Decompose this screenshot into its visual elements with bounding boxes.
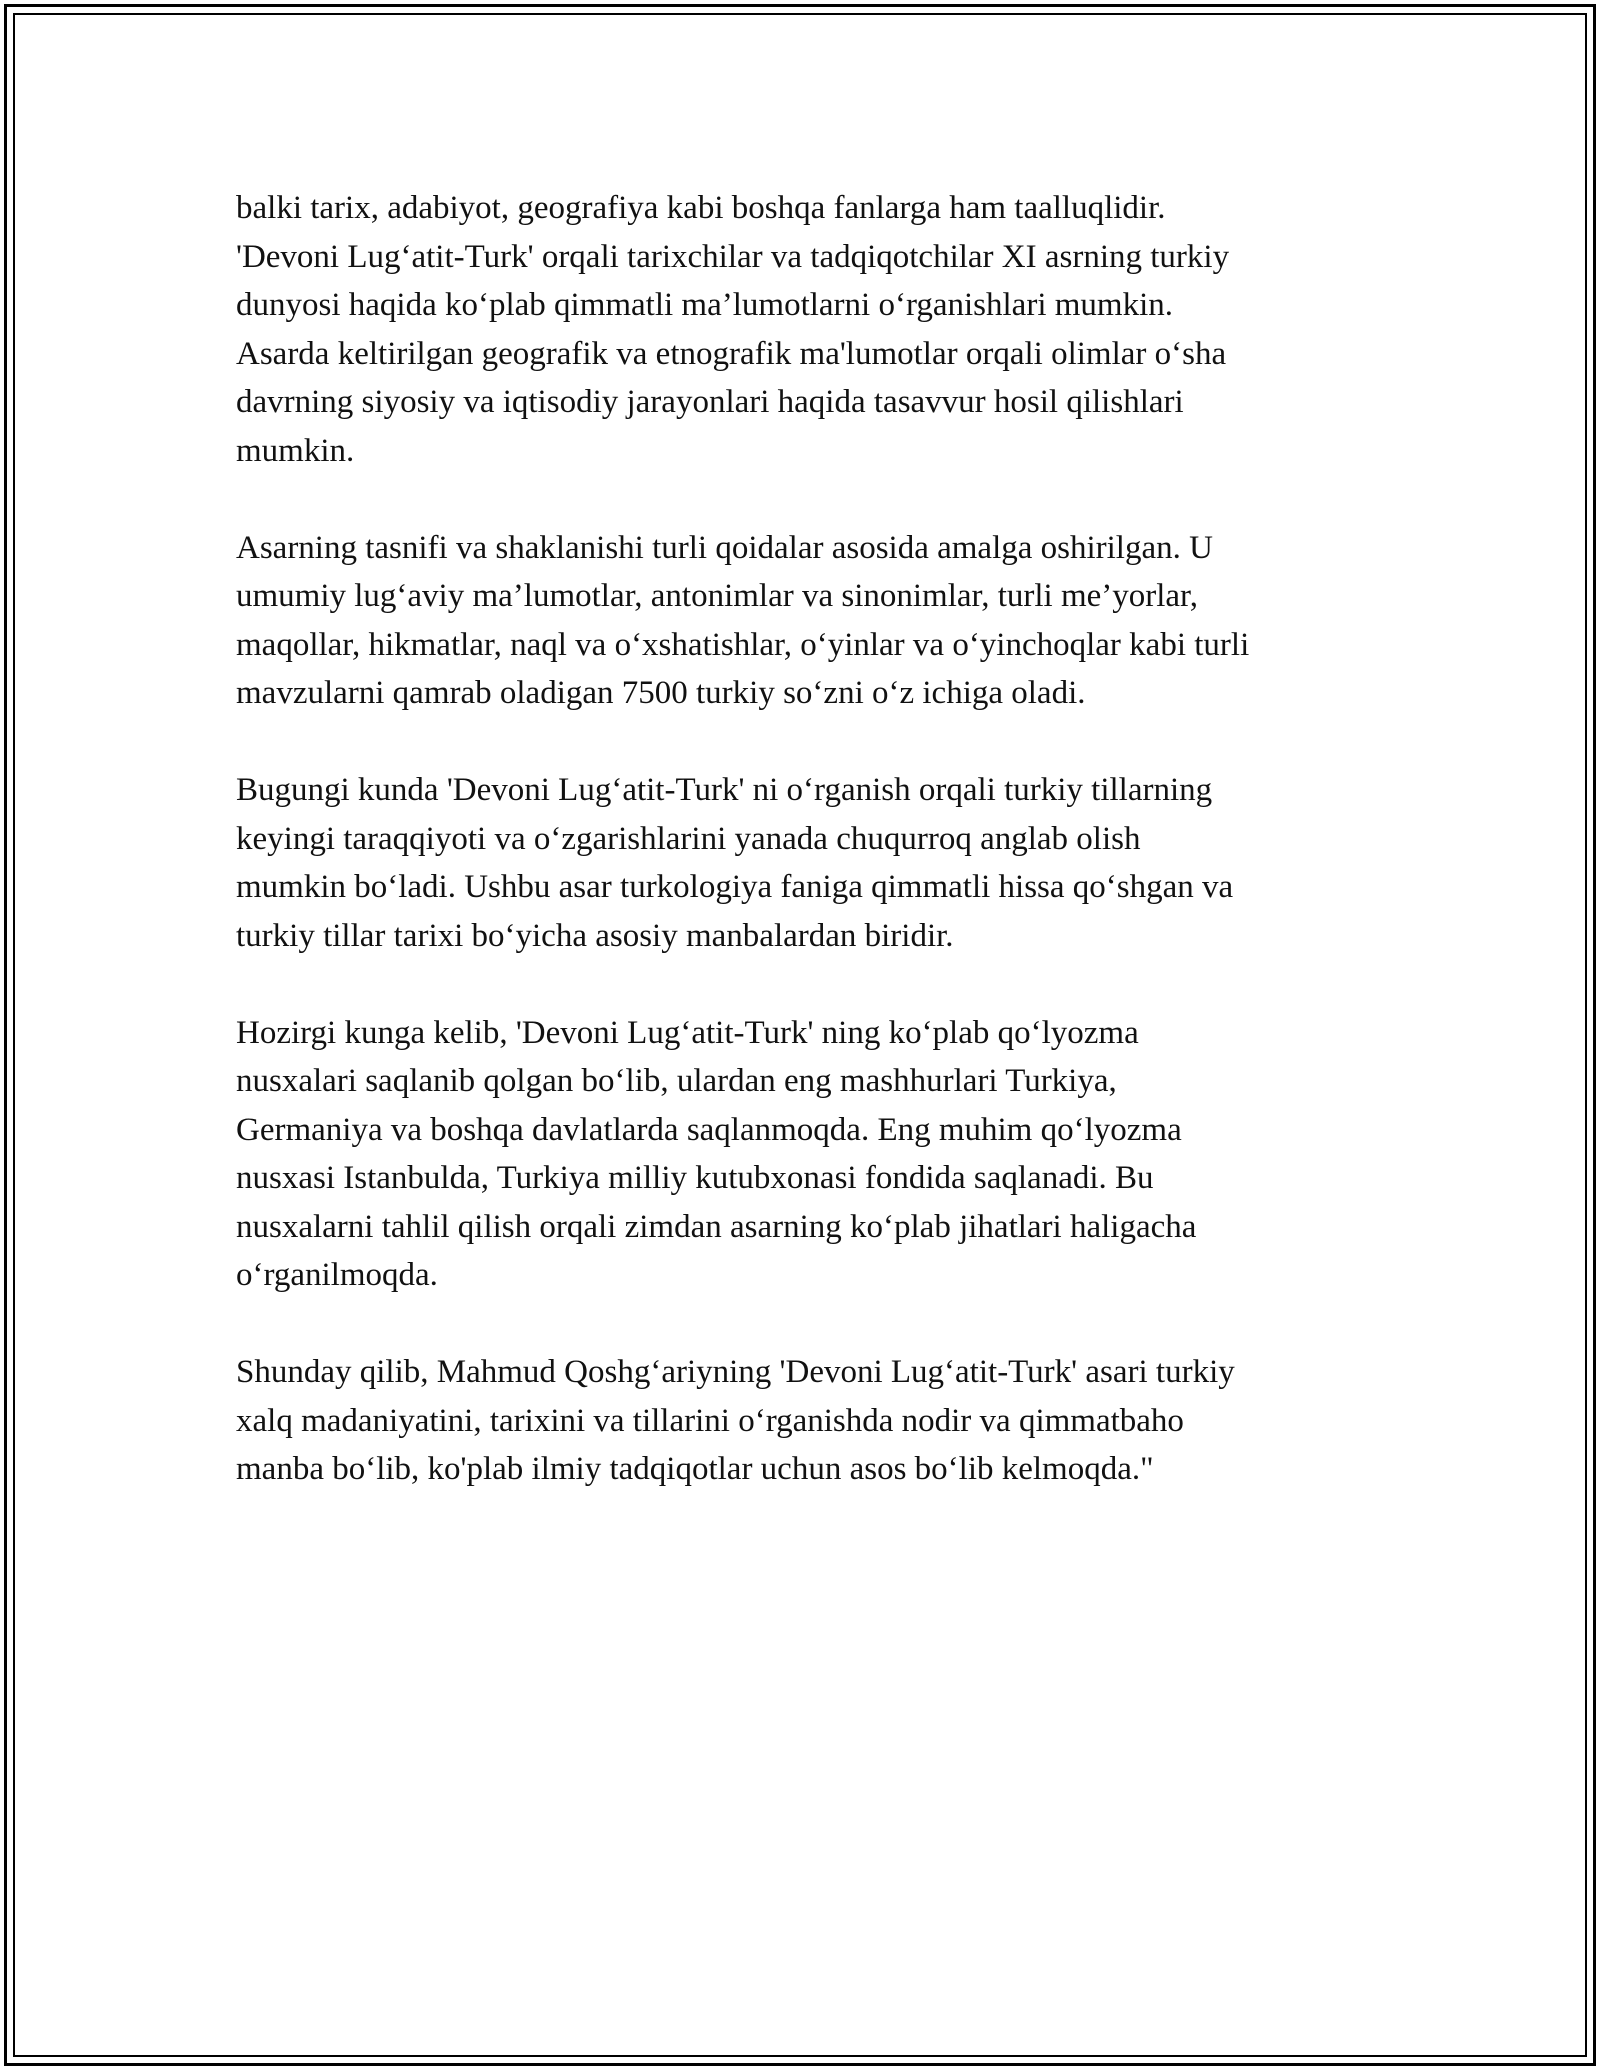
document-body — [236, 184, 1396, 1494]
paragraph-1: balki tarix, adabiyot, geografiya kabi boshqa fanlarga ham taalluqlidir. 'Devoni Lug‘atit-Turk' orqali tarixchilar va tadqiqotchilar XI asrning turkiy dunyosi haqida ko‘plab qimmatli ma’lumotlarni o‘rganishlari mumkin. Asarda keltirilgan geografik va etnografik ma'lumotlar orqali olimlar o‘sha davrning siyosiy va iqtisodiy jarayonlari haqida tasavvur hosil qilishlari mumkin. — [236, 190, 1230, 469]
paragraph-2: Asarning tasnifi va shaklanishi turli qoidalar asosida amalga oshirilgan. U umumiy lug‘aviy ma’lumotlar, antonimlar va sinonimlar, turli me’yorlar, maqollar, hikmatlar, naql va o‘xshatishlar, o‘yinlar va o‘yinchoqlar kabi turli mavzularni qamrab oladigan 7500 turkiy so‘zni o‘z ichiga oladi. — [236, 529, 1250, 711]
paragraph-4: Hozirgi kunga kelib, 'Devoni Lug‘atit-Turk' ning ko‘plab qo‘lyozma nusxalari saqlanib qolgan bo‘lib, ulardan eng mashhurlari Turkiya, Germaniya va boshqa davlatlarda saqlanmoqda. Eng muhim qo‘lyozma nusxasi Istanbulda, Turkiya milliy kutubxonasi fondida saqlanadi. Bu nusxalarni tahlil qilish orqali zimdan asarning ko‘plab jihatlari haligacha o‘rganilmoqda. — [236, 1014, 1197, 1293]
paragraph-5: Shunday qilib, Mahmud Qoshg‘ariyning 'Devoni Lug‘atit-Turk' asari turkiy xalq madaniyatini, tarixini va tillarini o‘rganishda nodir va qimmatbaho manba bo‘lib, ko'plab ilmiy tadqiqotlar uchun asos bo‘lib kelmoqda." — [236, 1354, 1235, 1487]
paragraph-3: Bugungi kunda 'Devoni Lug‘atit-Turk' ni o‘rganish orqali turkiy tillarning keyingi taraqqiyoti va o‘zgarishlarini yanada chuqurroq anglab olish mumkin bo‘ladi. Ushbu asar turkologiya faniga qimmatli hissa qo‘shgan va turkiy tillar tarixi bo‘yicha asosiy manbalardan biridir. — [236, 772, 1234, 954]
